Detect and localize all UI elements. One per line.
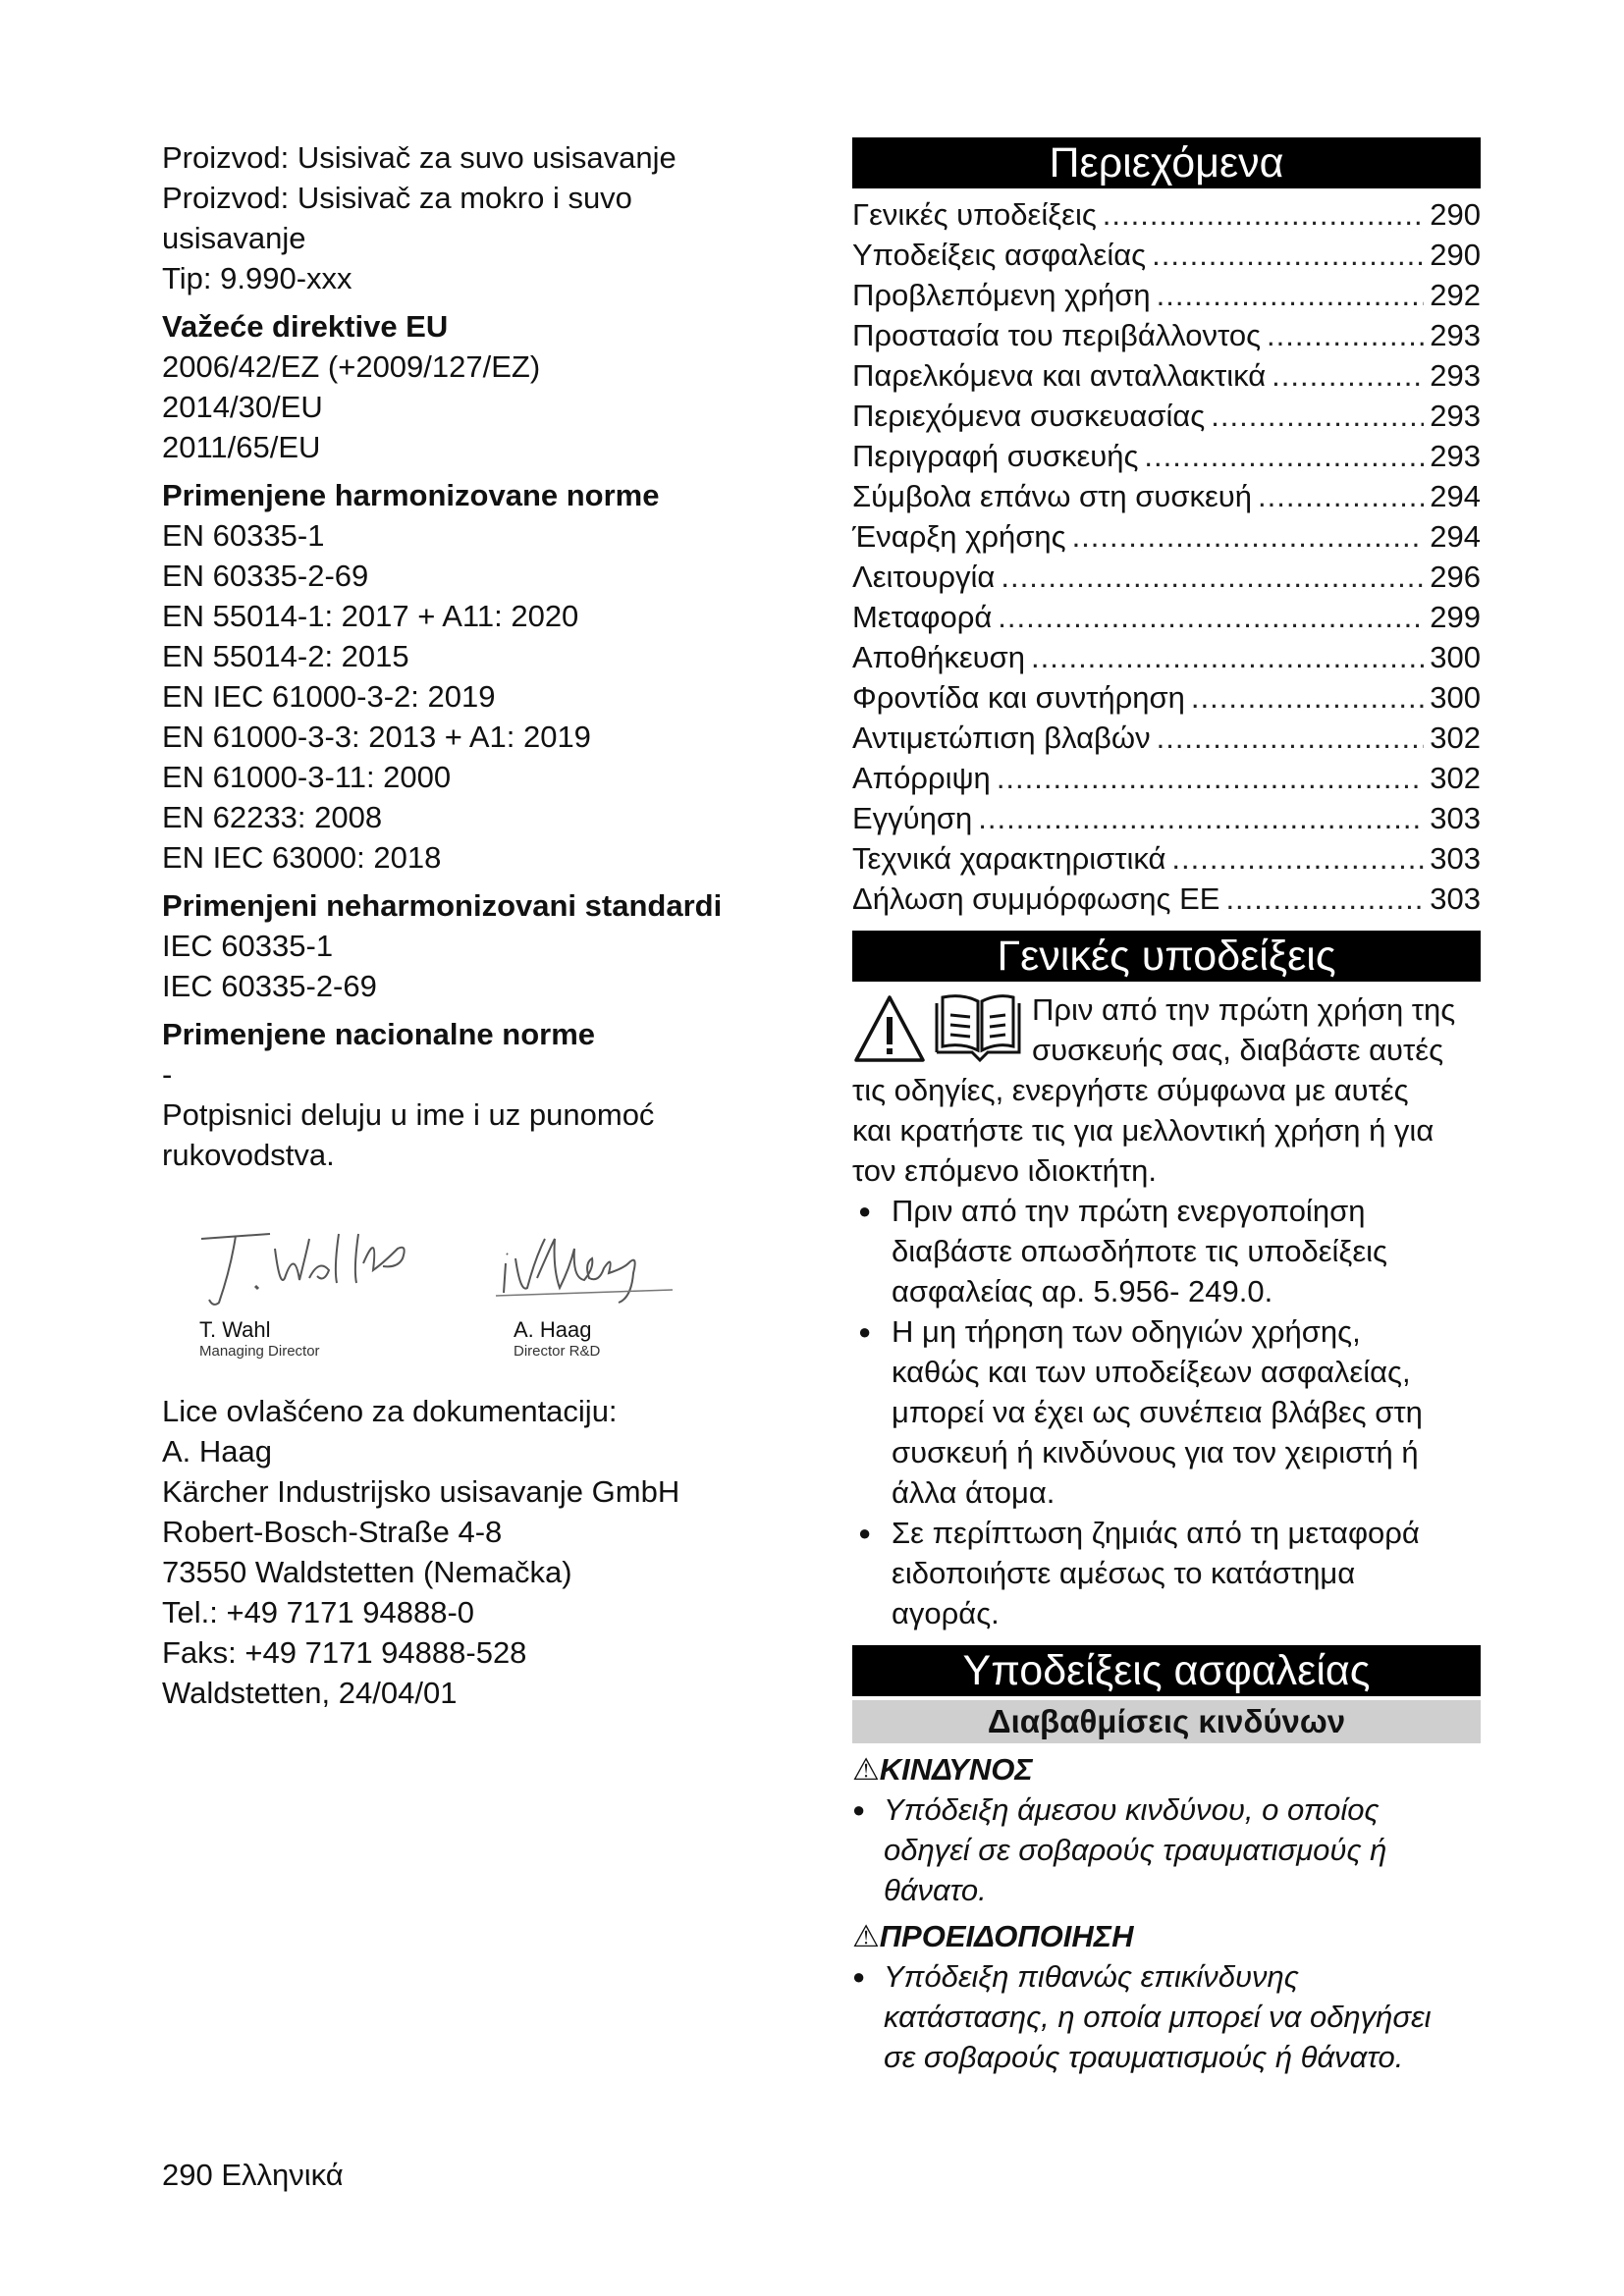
toc-entry[interactable] (852, 275, 1481, 315)
intro-line: τον επόμενο ιδιοκτήτη. (852, 1153, 1157, 1188)
toc-label: Απόρριψη (852, 761, 991, 795)
bullet-line: ασφαλείας αρ. 5.956- 249.0. (892, 1274, 1273, 1308)
standard-item: IEC 60335-2-69 (162, 969, 377, 1003)
toc-label: Παρελκόμενα και ανταλλακτικά (852, 358, 1267, 393)
danger-bullet (852, 1789, 1481, 1910)
hazard-levels-subheading: Διαβαθμίσεις κινδύνων (852, 1700, 1481, 1743)
toc-label: Περιγραφή συσκευής (852, 439, 1139, 473)
toc-entry[interactable] (852, 315, 1481, 355)
national-value: - (162, 1057, 173, 1092)
intro-line: Πριν από την πρώτη χρήση της (1032, 992, 1456, 1027)
toc-label: Φροντίδα και συντήρηση (852, 680, 1185, 715)
warning-line: σε σοβαρούς τραυματισμούς ή θάνατο. (884, 2040, 1404, 2074)
signatory-role: Managing Director (199, 1343, 320, 1360)
bullet-line: αγοράς. (892, 1596, 1000, 1630)
contact-line: 73550 Waldstetten (Nemačka) (162, 1555, 572, 1589)
bullet-line: άλλα άτομα. (892, 1475, 1056, 1510)
norm-item: EN 61000-3-11: 2000 (162, 760, 452, 794)
toc-page: 293 (1430, 439, 1481, 473)
bullet-line: συσκευή ή κινδύνους για τον χειριστή ή (892, 1435, 1419, 1469)
toc-entry[interactable] (852, 557, 1481, 597)
toc-label: Προστασία του περιβάλλοντος (852, 318, 1262, 352)
bullet-line: ● Πριν από την πρώτη ενεργοποίηση (892, 1194, 1366, 1228)
toc-label: Υποδείξεις ασφαλείας (852, 238, 1147, 272)
toc-entry[interactable] (852, 879, 1481, 919)
contact-line: Lice ovlašćeno za dokumentaciju: (162, 1394, 618, 1428)
signature-block-wahl (162, 1209, 417, 1361)
toc-label: Προβλεπόμενη χρήση (852, 278, 1151, 312)
toc-page: 294 (1430, 519, 1481, 554)
warning-symbol-icon: ⚠ (852, 1919, 880, 1953)
contact-line: Faks: +49 7171 94888-528 (162, 1635, 527, 1670)
toc-page: 290 (1430, 238, 1481, 272)
bullet-line: ● Η μη τήρηση των οδηγιών χρήσης, (892, 1314, 1361, 1349)
norm-item: EN IEC 63000: 2018 (162, 840, 442, 875)
contact-line: Kärcher Industrijsko usisavanje GmbH (162, 1474, 680, 1509)
norm-item: EN 61000-3-3: 2013 + A1: 2019 (162, 720, 591, 754)
toc-label: Σύμβολα επάνω στη συσκευή (852, 479, 1252, 513)
toc-page: 293 (1430, 318, 1481, 352)
signature-haag-graphic (476, 1209, 731, 1317)
toc-heading: Περιεχόμενα (852, 137, 1481, 188)
toc-page: 300 (1430, 680, 1481, 715)
nonharmonized-heading: Primenjeni neharmonizovani standardi (162, 888, 723, 923)
toc-entry[interactable] (852, 838, 1481, 879)
language-label: Ελληνικά (221, 2158, 344, 2192)
contact-line: A. Haag (162, 1434, 273, 1468)
warning-line: ● Υπόδειξη πιθανώς επικίνδυνης (884, 1959, 1299, 1994)
product-line: usisavanje (162, 221, 306, 255)
standard-item: IEC 60335-1 (162, 929, 334, 963)
signature-block-haag (476, 1209, 731, 1361)
toc-entry[interactable] (852, 516, 1481, 557)
directive-item: 2011/65/EU (162, 430, 321, 464)
contact-line: Robert-Bosch-Straße 4-8 (162, 1515, 503, 1549)
general-heading: Γενικές υποδείξεις (852, 931, 1481, 982)
safety-heading: Υποδείξεις ασφαλείας (852, 1645, 1481, 1696)
toc-label: Δήλωση συμμόρφωσης ΕΕ (852, 881, 1220, 916)
signatories-text: rukovodstva. (162, 1138, 335, 1172)
right-column (852, 137, 1481, 2077)
toc-page: 292 (1430, 278, 1481, 312)
toc-page: 293 (1430, 399, 1481, 433)
signature-wahl-graphic (162, 1209, 417, 1317)
toc-entry[interactable] (852, 677, 1481, 718)
toc-label: Μεταφορά (852, 600, 993, 634)
norm-item: EN IEC 61000-3-2: 2019 (162, 679, 496, 714)
norm-item: EN 60335-1 (162, 518, 325, 553)
directive-item: 2006/42/EZ (+2009/127/EZ) (162, 349, 541, 384)
norm-item: EN 62233: 2008 (162, 800, 383, 834)
toc-page: 294 (1430, 479, 1481, 513)
bullet-line: ● Σε περίπτωση ζημιάς από τη μεταφορά (892, 1516, 1420, 1550)
warning-bullet (852, 1956, 1481, 2077)
type-line: Tip: 9.990-xxx (162, 261, 352, 295)
toc-list (852, 194, 1481, 919)
danger-line: οδηγεί σε σοβαρούς τραυματισμούς ή (884, 1833, 1387, 1867)
toc-entry[interactable] (852, 235, 1481, 275)
toc-entry[interactable] (852, 718, 1481, 758)
toc-label: Αποθήκευση (852, 640, 1025, 674)
toc-page: 300 (1430, 640, 1481, 674)
toc-label: Αντιμετώπιση βλαβών (852, 721, 1151, 755)
toc-page: 302 (1430, 721, 1481, 755)
toc-entry[interactable] (852, 476, 1481, 516)
general-intro (852, 989, 1481, 1191)
norm-item: EN 60335-2-69 (162, 559, 369, 593)
bullet-line: καθώς και των υποδείξεων ασφαλείας, (892, 1355, 1411, 1389)
toc-label: Έναρξη χρήσης (852, 519, 1066, 554)
toc-entry[interactable] (852, 355, 1481, 396)
toc-entry[interactable] (852, 798, 1481, 838)
toc-label: Λειτουργία (852, 560, 996, 594)
page-footer (162, 2155, 344, 2195)
toc-label: Εγγύηση (852, 801, 973, 835)
signatories-text: Potpisnici deluju u ime i uz punomoć (162, 1097, 655, 1132)
bullet-line: διαβάστε οπωσδήποτε τις υποδείξεις (892, 1234, 1387, 1268)
toc-label: Γενικές υποδείξεις (852, 197, 1097, 232)
toc-page: 303 (1430, 841, 1481, 876)
intro-line: τις οδηγίες, ενεργήστε σύμφωνα με αυτές (852, 1073, 1409, 1107)
left-column (162, 137, 800, 1713)
general-bullet (852, 1513, 1481, 1633)
toc-entry[interactable] (852, 194, 1481, 235)
toc-page: 302 (1430, 761, 1481, 795)
toc-page: 290 (1430, 197, 1481, 232)
norm-item: EN 55014-2: 2015 (162, 639, 409, 673)
signatures (162, 1209, 800, 1371)
toc-label: Τεχνικά χαρακτηριστικά (852, 841, 1166, 876)
manual-book-icon (937, 996, 1019, 1060)
norm-item: EN 55014-1: 2017 + A11: 2020 (162, 599, 579, 633)
intro-line: και κρατήστε τις για μελλοντική χρήση ή για (852, 1113, 1435, 1148)
signatory-name: A. Haag (514, 1317, 592, 1342)
bullet-line: μπορεί να έχει ως συνέπεια βλάβες στη (892, 1395, 1423, 1429)
product-line: Proizvod: Usisivač za suvo usisavanje (162, 140, 677, 175)
signatory-name: T. Wahl (199, 1317, 271, 1342)
toc-page: 303 (1430, 881, 1481, 916)
page-number: 290 (162, 2158, 213, 2192)
danger-line: θάνατο. (884, 1873, 987, 1907)
warning-symbol-icon: ⚠ (852, 1752, 880, 1787)
toc-entry[interactable] (852, 436, 1481, 476)
toc-page: 303 (1430, 801, 1481, 835)
general-bullet (852, 1311, 1481, 1513)
directive-item: 2014/30/EU (162, 390, 323, 424)
contact-line: Waldstetten, 24/04/01 (162, 1676, 458, 1710)
intro-line: συσκευής σας, διαβάστε αυτές (1032, 1033, 1444, 1067)
bullet-line: ειδοποιήστε αμέσως το κατάστημα (892, 1556, 1356, 1590)
danger-title: ⚠ΚΙΝΔΥΝΟΣ (852, 1752, 1033, 1787)
toc-page: 296 (1430, 560, 1481, 594)
toc-label: Περιεχόμενα συσκευασίας (852, 399, 1206, 433)
toc-page: 299 (1430, 600, 1481, 634)
warning-manual-icons (852, 991, 1024, 1068)
toc-entry[interactable] (852, 758, 1481, 798)
toc-entry[interactable] (852, 597, 1481, 637)
warning-title: ⚠ΠΡΟΕΙΔΟΠΟΙΗΣΗ (852, 1919, 1134, 1953)
product-line: Proizvod: Usisivač za mokro i suvo (162, 181, 632, 215)
harmonized-heading: Primenjene harmonizovane norme (162, 478, 660, 512)
toc-entry[interactable] (852, 637, 1481, 677)
toc-page: 293 (1430, 358, 1481, 393)
contact-line: Tel.: +49 7171 94888-0 (162, 1595, 475, 1629)
national-heading: Primenjene nacionalne norme (162, 1017, 596, 1051)
warning-line: κατάστασης, η οποία μπορεί να οδηγήσει (884, 2000, 1432, 2034)
warning-triangle-icon (856, 997, 923, 1060)
danger-line: ● Υπόδειξη άμεσου κινδύνου, ο οποίος (884, 1792, 1380, 1827)
signatory-role: Director R&D (514, 1343, 601, 1360)
toc-entry[interactable] (852, 396, 1481, 436)
general-bullet (852, 1191, 1481, 1311)
directives-heading: Važeće direktive EU (162, 309, 449, 344)
